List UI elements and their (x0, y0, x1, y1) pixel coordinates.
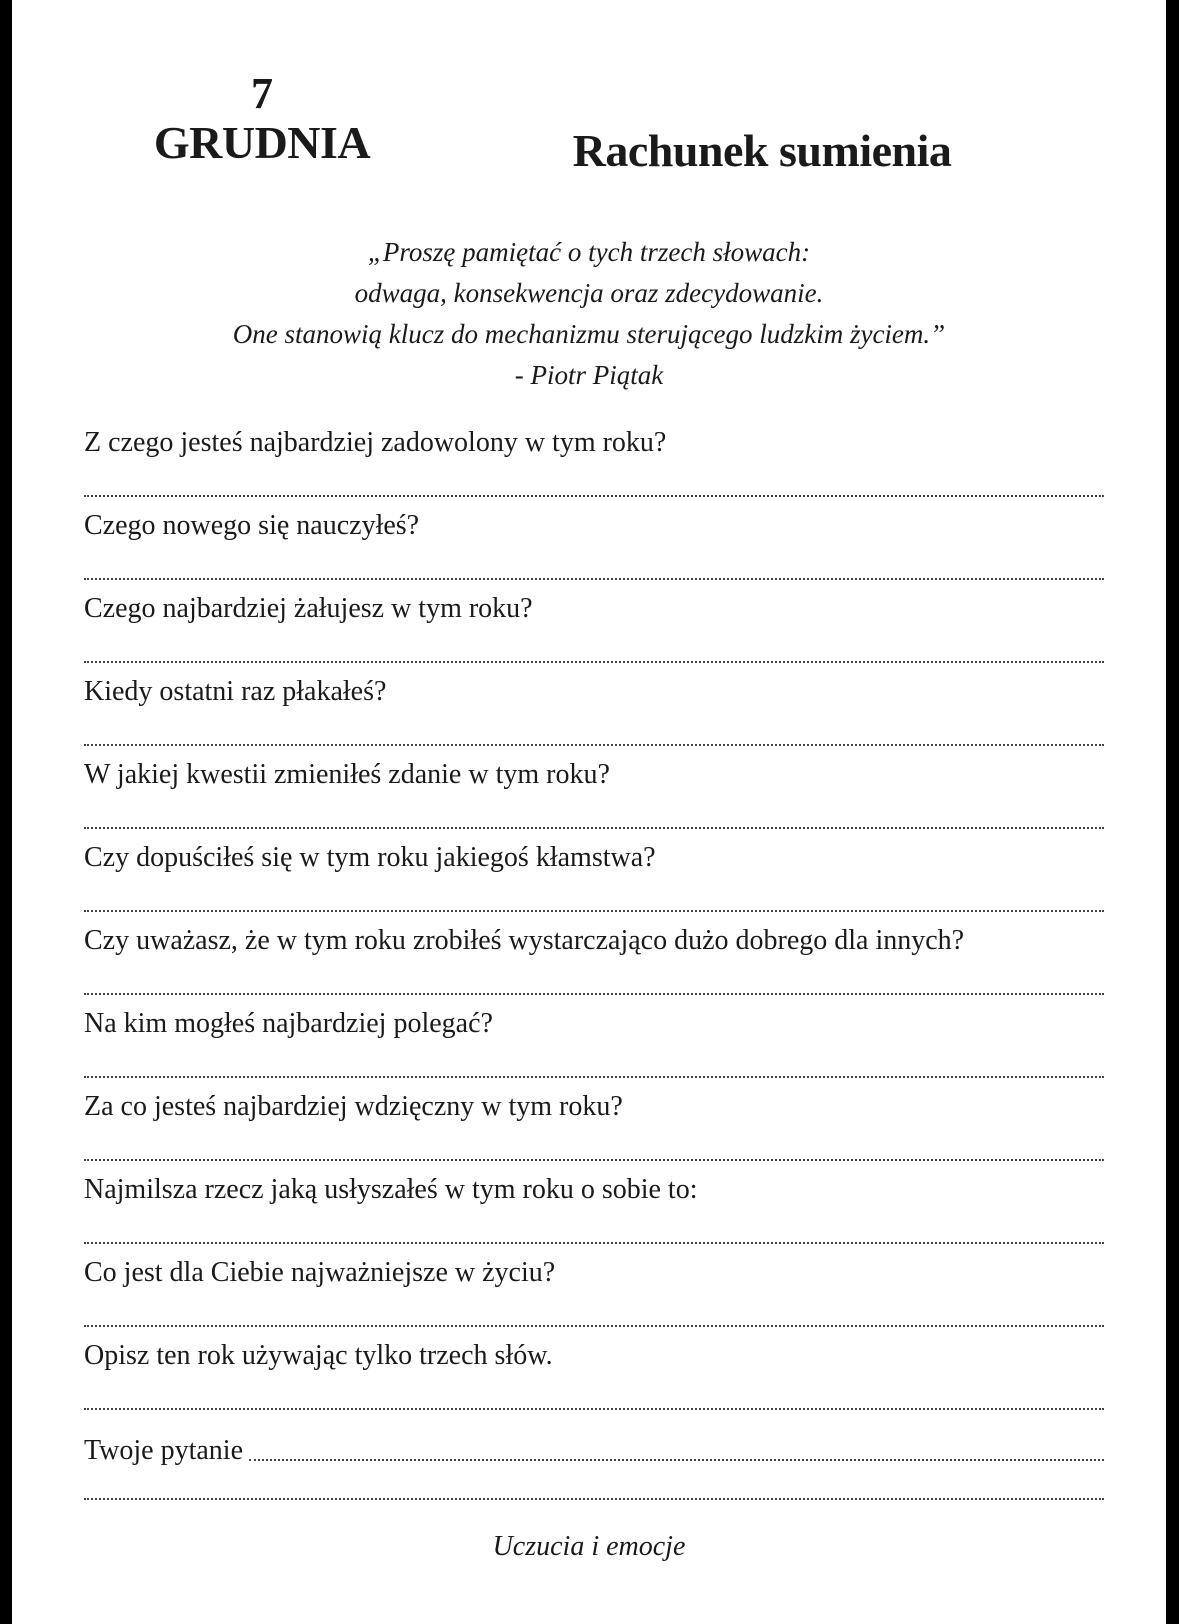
answer-line (84, 1242, 1104, 1244)
epigraph-quote (12, 232, 1166, 396)
answer-line (84, 661, 1104, 663)
question-item (84, 1173, 1104, 1256)
date-day: 7 (251, 69, 273, 118)
question-item (84, 592, 1104, 675)
question-text: Czego nowego się nauczyłeś? (84, 510, 420, 541)
own-question-row (84, 1428, 1104, 1468)
answer-line (84, 1325, 1104, 1327)
question-text: Czy dopuściłeś się w tym roku jakiegoś kłamstwa? (84, 842, 656, 873)
question-item (84, 1090, 1104, 1173)
answer-line (84, 827, 1104, 829)
answer-line (84, 1159, 1104, 1161)
question-text: Czego najbardziej żałujesz w tym roku? (84, 593, 533, 624)
question-item (84, 1339, 1104, 1422)
quote-line: odwaga, konsekwencja oraz zdecydowanie. (354, 278, 824, 308)
question-text: Opisz ten rok używając tylko trzech słów. (84, 1340, 553, 1371)
own-question-fill-line (249, 1459, 1104, 1461)
question-item (84, 509, 1104, 592)
question-text: Czy uważasz, że w tym roku zrobiłeś wystarczająco dużo dobrego dla innych? (84, 925, 965, 956)
question-item (84, 758, 1104, 841)
document-page (12, 0, 1166, 1624)
answer-line (84, 1076, 1104, 1078)
question-item (84, 841, 1104, 924)
page-title: Rachunek sumienia (572, 125, 952, 176)
question-list (84, 426, 1104, 1422)
quote-line: One stanowią klucz do mechanizmu sterującego ludzkim życiem.” (232, 319, 946, 349)
quote-author: - Piotr Piątak (514, 360, 664, 390)
answer-line (84, 495, 1104, 497)
question-item (84, 924, 1104, 1007)
question-item (84, 426, 1104, 509)
date-block (132, 69, 392, 168)
answer-line (84, 1498, 1104, 1500)
question-text: Kiedy ostatni raz płakałeś? (84, 676, 387, 707)
own-question-label: Twoje pytanie (84, 1435, 243, 1466)
question-text: Co jest dla Ciebie najważniejsze w życiu? (84, 1257, 556, 1288)
question-item (84, 1007, 1104, 1090)
question-text: Na kim mogłeś najbardziej polegać? (84, 1008, 493, 1039)
answer-line (84, 744, 1104, 746)
question-text: Z czego jesteś najbardziej zadowolony w tym roku? (84, 427, 667, 458)
answer-line (84, 1408, 1104, 1410)
question-text: W jakiej kwestii zmieniłeś zdanie w tym roku? (84, 759, 610, 790)
question-text: Najmilsza rzecz jaką usłyszałeś w tym roku o sobie to: (84, 1174, 698, 1205)
quote-line: „Proszę pamiętać o tych trzech słowach: (367, 237, 811, 267)
question-item (84, 1256, 1104, 1339)
question-item (84, 675, 1104, 758)
question-text: Za co jesteś najbardziej wdzięczny w tym roku? (84, 1091, 623, 1122)
date-month: GRUDNIA (153, 117, 371, 168)
section-footer: Uczucia i emocje (492, 1531, 686, 1562)
answer-line (84, 993, 1104, 995)
answer-line (84, 578, 1104, 580)
answer-line (84, 910, 1104, 912)
